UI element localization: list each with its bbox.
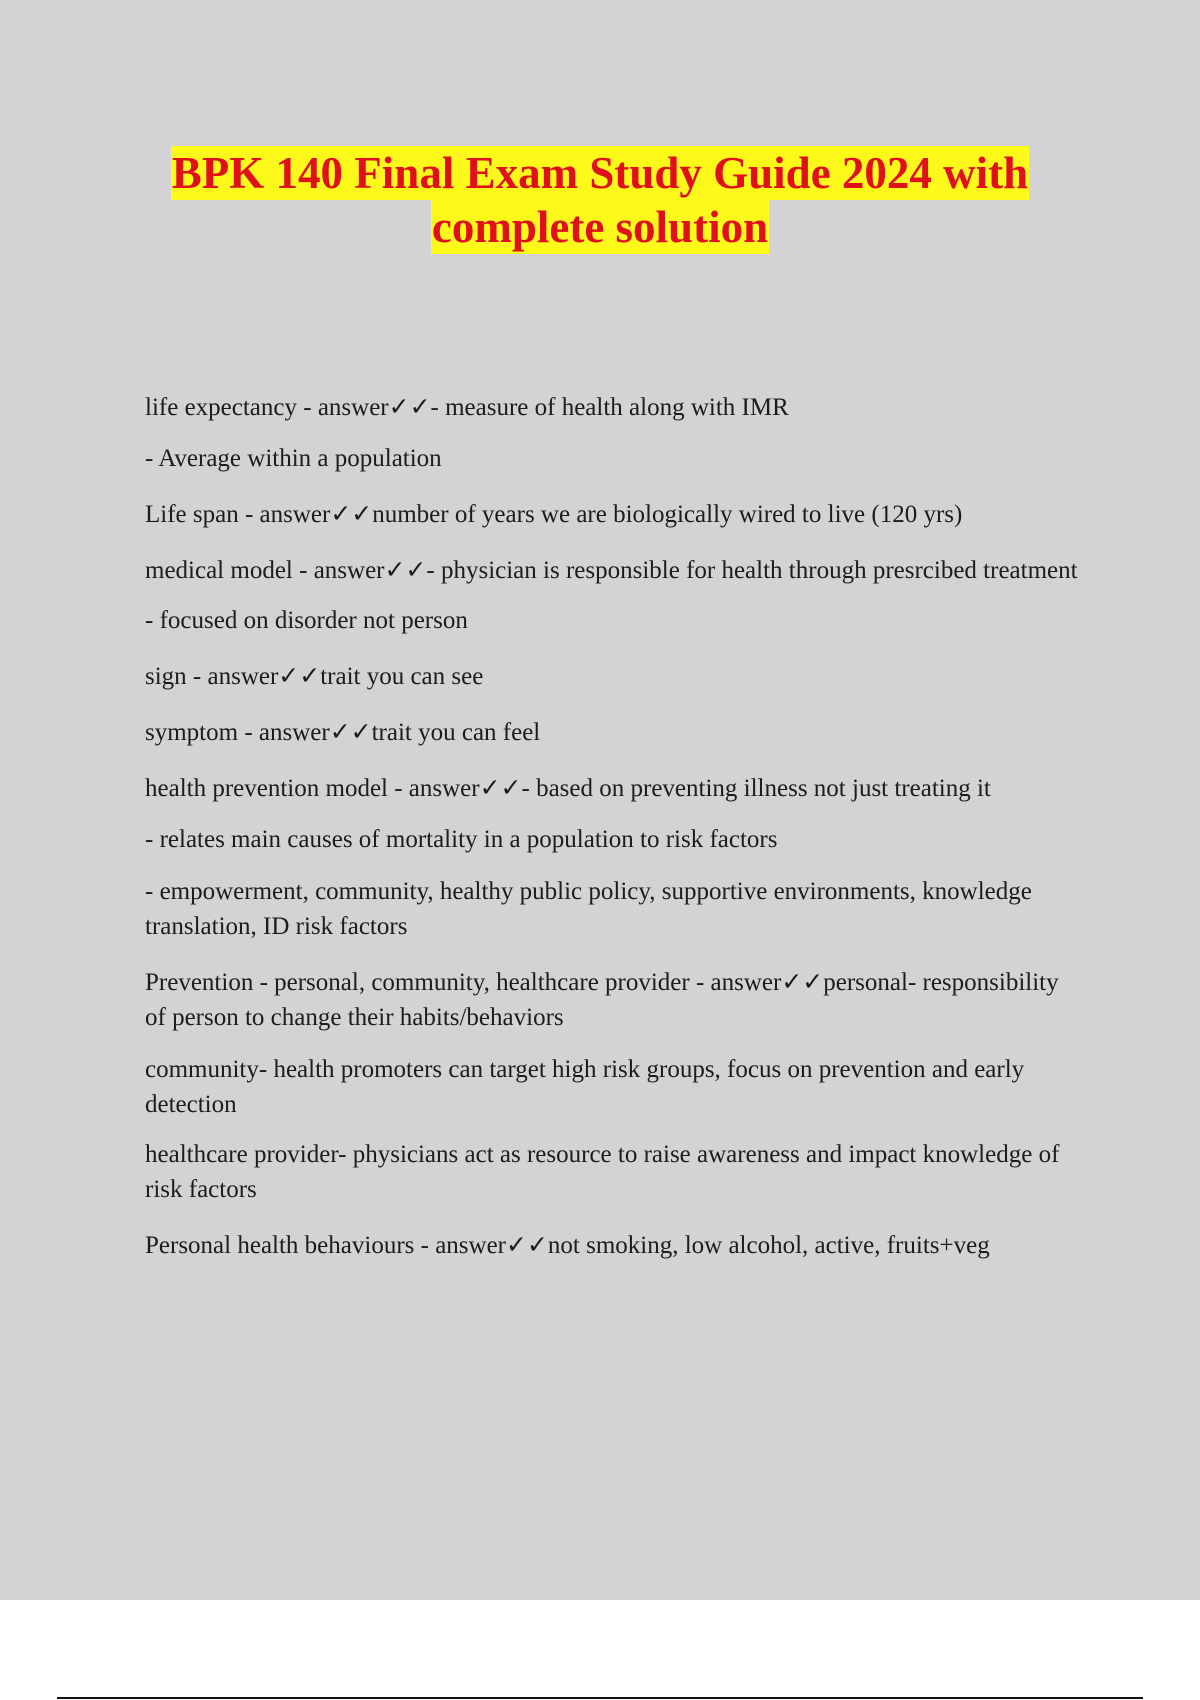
- paragraph: healthcare provider- physicians act as resource to raise awareness and impact knowledge of risk factors: [145, 1141, 1060, 1203]
- paragraph: - focused on disorder not person: [145, 607, 468, 634]
- paragraph: life expectancy - answer✓✓- measure of health along with IMR: [145, 394, 789, 421]
- paragraph: - Average within a population: [145, 445, 442, 472]
- title-line-2: complete solution: [431, 202, 769, 252]
- paragraph: medical model - answer✓✓- physician is responsible for health through presrcibed treatment: [145, 557, 1078, 584]
- page-divider: [57, 1697, 1143, 1699]
- paragraph: Life span - answer✓✓number of years we are biologically wired to live (120 yrs): [145, 501, 963, 528]
- paragraph: symptom - answer✓✓trait you can feel: [145, 719, 541, 746]
- paragraph: Personal health behaviours - answer✓✓not smoking, low alcohol, active, fruits+veg: [145, 1232, 990, 1259]
- document-title: [0, 146, 1200, 254]
- paragraph: Prevention - personal, community, healthcare provider - answer✓✓personal- responsibility of person to change their habits/behaviors: [145, 969, 1059, 1031]
- paragraph: - relates main causes of mortality in a population to risk factors: [145, 826, 778, 853]
- title-line-1: BPK 140 Final Exam Study Guide 2024 with: [171, 148, 1029, 198]
- paragraph: health prevention model - answer✓✓- based on preventing illness not just treating it: [145, 775, 991, 802]
- paragraph: - empowerment, community, healthy public policy, supportive environments, knowledge translation, ID risk factors: [145, 878, 1032, 940]
- paragraph: sign - answer✓✓trait you can see: [145, 663, 484, 690]
- next-page-area: [0, 1600, 1200, 1700]
- paragraph: community- health promoters can target high risk groups, focus on prevention and early detection: [145, 1056, 1025, 1118]
- study-guide-content: [145, 390, 1085, 1263]
